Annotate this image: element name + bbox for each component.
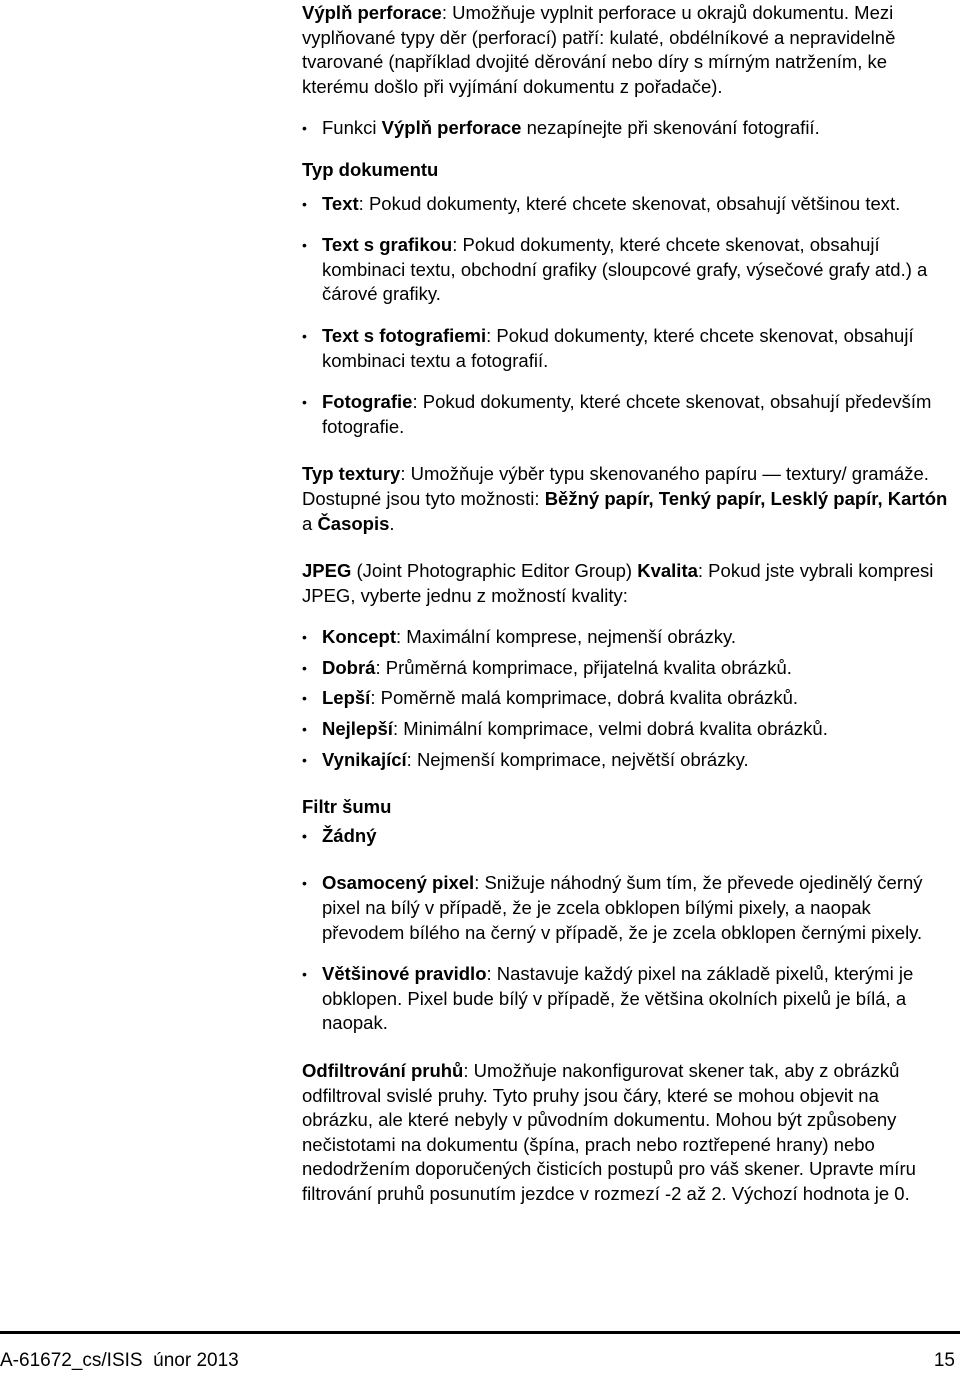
quality-text: : Pokud jste vybrali kompresi JPEG, vyberte jednu z možností kvality: [302,560,934,606]
streak-filter-text: : Umožňuje nakonfigurovat skener tak, aby z obrázků odfiltroval svislé pruhy. Tyto pruhy jsou čáry, které se mohou objevit na obrázku, ale které nebyly v původním dokumentu. Mohou být způsobeny nečistotami na dokumentu (špína, prach nebo roztřepené hrany) nebo nedodržením doporučených čisticích postupů pro váš skener. Upravte míru filtrování pruhů posunutím jezdce v rozmezí -2 až 2. Výchozí hodnota je 0. [302,1060,916,1204]
item-text: : Pokud dokumenty, které chcete skenovat, obsahují kombinaci textu, obchodní grafiky (sloupcové grafy, výsečové grafy atd.) a čárové grafiky. [322,234,928,305]
item-term: Fotografie [322,391,413,413]
item-term: Většinové pravidlo [322,963,487,985]
item-term: Osamocený pixel [322,872,475,894]
list-item [302,871,952,945]
texture-type-paragraph [302,462,952,536]
item-term: Koncept [322,626,396,648]
list-item [302,748,952,773]
list-item [302,656,952,681]
texture-type-term: Typ textury [302,463,401,485]
document-body [302,1,952,1207]
item-term: Text s fotografiemi [322,324,487,346]
item-term: Lepší [322,687,371,709]
list-item [302,625,952,650]
fill-perforation-note [302,116,952,141]
item-text: : Maximální komprese, nejmenší obrázky. [396,626,736,648]
streak-filter-paragraph [302,1059,952,1207]
fill-perforation-term: Výplň perforace [302,2,442,23]
item-text: : Minimální komprimace, velmi dobrá kvalita obrázků. [392,718,828,740]
item-term: Text s grafikou [322,234,453,256]
note-text-pre: Funkci [322,117,382,139]
list-item [302,324,952,373]
streak-filter-term: Odfiltrování pruhů [302,1060,464,1081]
note-text-post: nezapínejte při skenování fotografií. [521,117,820,139]
texture-end: . [389,512,395,534]
list-item [302,390,952,439]
list-item [302,192,952,217]
noise-filter-heading: Filtr šumu [302,796,392,818]
item-text: : Průměrná komprimace, přijatelná kvalita obrázků. [375,656,792,678]
item-text: : Nastavuje každý pixel na základě pixelů, kterými je obklopen. Pixel bude bílý v případě, že většina okolních pixelů je bílá, a naopak. [322,963,914,1034]
document-type-heading: Typ dokumentu [302,158,439,180]
texture-type-text: : Umožňuje výběr typu skenovaného papíru — textury/ gramáže. Dostupné jsou tyto možnosti: [302,463,929,509]
item-text: : Snižuje náhodný šum tím, že převede ojedinělý černý pixel na bílý v případě, že je zcela obklopen bílými pixely, a naopak převodem bílého na černý v případě, že je zcela obklopen černými pixely. [322,872,923,943]
fill-perforation-paragraph [302,1,952,99]
list-item [302,717,952,742]
item-text: : Pokud dokumenty, které chcete skenovat, obsahují především fotografie. [322,391,932,437]
texture-options: Běžný papír, Tenký papír, Lesklý papír, Kartón [544,487,948,509]
jpeg-quality-paragraph [302,559,952,608]
fill-perforation-text: : Umožňuje vyplnit perforace u okrajů dokumentu. Mezi vyplňované typy děr (perforací) patří: kulaté, obdélníkové a nepravidelně tvarované (například dvojité děrování nebo díry s mírným natržením, ke kterému došlo při vyjímání dokumentu z pořadače). [302,2,896,97]
item-text: : Pokud dokumenty, které chcete skenovat, obsahují většinou text. [358,192,901,214]
footer-document-id: A-61672_cs/ISIS únor 2013 [0,1350,239,1371]
item-term: Text [322,192,359,214]
item-term: Dobrá [322,656,376,678]
item-term: Vynikající [322,748,407,770]
item-text: : Poměrně malá komprimace, dobrá kvalita obrázků. [370,687,799,709]
noise-filter-none: • Žádný [302,824,952,849]
texture-last-option: Časopis [317,512,390,534]
list-item [302,686,952,711]
list-item [302,233,952,307]
quality-term: Kvalita [637,560,698,582]
jpeg-text: (Joint Photographic Editor Group) [351,560,638,582]
page-number: 15 [933,1350,955,1371]
item-text: : Nejmenší komprimace, největší obrázky. [406,748,749,770]
item-text: : Pokud dokumenty, které chcete skenovat, obsahují kombinaci textu a fotografií. [322,324,914,371]
list-item [302,962,952,1036]
texture-joiner: a [302,512,318,534]
note-term: Výplň perforace [381,117,522,139]
item-term: Nejlepší [322,718,393,740]
jpeg-term: JPEG [302,560,352,582]
footer-rule [0,1331,960,1334]
